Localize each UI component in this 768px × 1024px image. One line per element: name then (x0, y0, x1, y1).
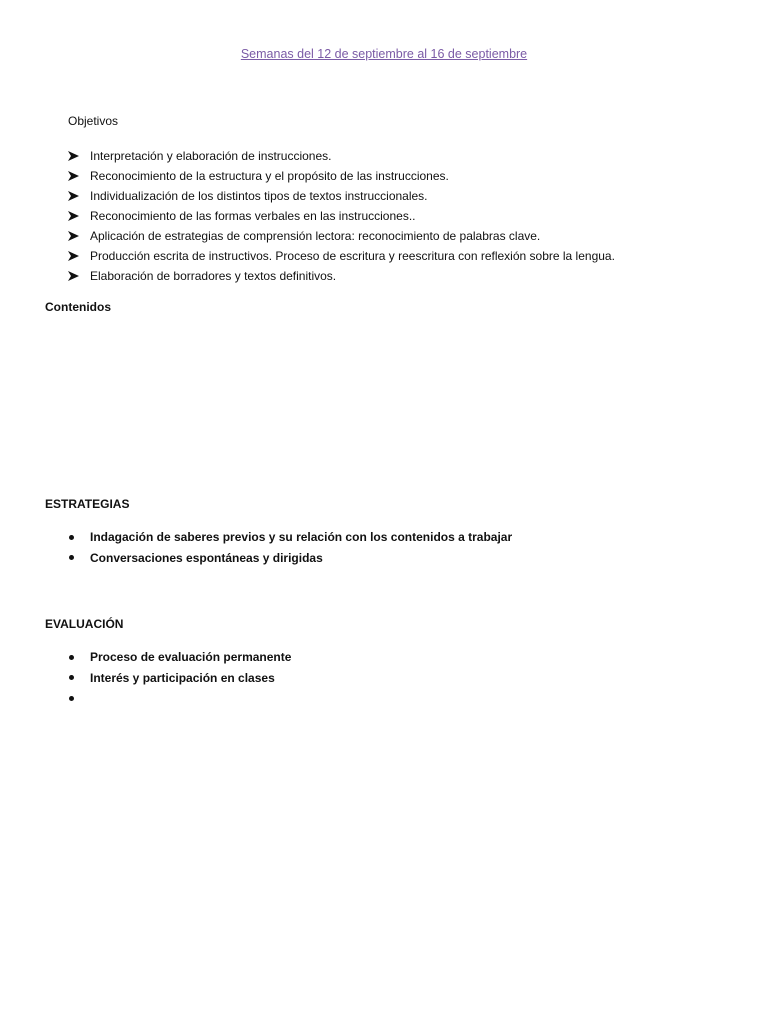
arrow-bullet-icon (68, 271, 90, 281)
arrow-bullet-icon (68, 211, 90, 221)
list-item-text: Reconocimiento de la estructura y el propósito de las instrucciones. (90, 169, 449, 183)
list-item-text: Interés y participación en clases (90, 670, 275, 685)
list-item (68, 206, 615, 226)
document-title: Semanas del 12 de septiembre al 16 de septiembre (240, 47, 528, 61)
list-item-text: Proceso de evaluación permanente (90, 650, 292, 665)
arrow-bullet-icon (68, 151, 90, 161)
arrow-bullet-icon (68, 231, 90, 241)
evaluacion-heading: EVALUACIÓN (45, 617, 124, 631)
arrow-bullet-icon (68, 171, 90, 181)
list-item-text: Interpretación y elaboración de instrucciones. (90, 149, 332, 163)
arrow-bullet-icon (68, 251, 90, 261)
list-item-text: Indagación de saberes previos y su relación con los contenidos a trabajar (90, 530, 513, 545)
objetivos-heading: Objetivos (68, 114, 119, 128)
list-item (68, 548, 512, 569)
bullet-dot-icon (68, 655, 90, 660)
estrategias-heading: ESTRATEGIAS (45, 497, 130, 511)
bullet-dot-icon (68, 555, 90, 560)
bullet-dot-icon (68, 535, 90, 540)
list-item-text: Aplicación de estrategias de comprensión lectora: reconocimiento de palabras clave. (90, 229, 541, 243)
list-item (68, 166, 615, 186)
bullet-dot-icon (68, 696, 90, 701)
bullet-dot-icon (68, 675, 90, 680)
contenidos-heading: Contenidos (45, 300, 111, 314)
list-item (68, 266, 615, 286)
list-item (68, 527, 512, 548)
list-item-text: Reconocimiento de las formas verbales en las instrucciones.. (90, 209, 416, 223)
list-item (68, 688, 291, 709)
list-item (68, 186, 615, 206)
list-item (68, 246, 615, 266)
arrow-bullet-icon (68, 191, 90, 201)
list-item-text: Individualización de los distintos tipos de textos instruccionales. (90, 189, 428, 203)
estrategias-list (68, 527, 512, 568)
list-item-text: Elaboración de borradores y textos definitivos. (90, 269, 337, 283)
objetivos-list (68, 146, 615, 286)
evaluacion-list (68, 647, 291, 709)
list-item (68, 668, 291, 689)
list-item-text: Producción escrita de instructivos. Proceso de escritura y reescritura con reflexión sobre la lengua. (90, 249, 615, 263)
list-item (68, 647, 291, 668)
list-item (68, 146, 615, 166)
list-item-text: Conversaciones espontáneas y dirigidas (90, 550, 323, 565)
list-item (68, 226, 615, 246)
